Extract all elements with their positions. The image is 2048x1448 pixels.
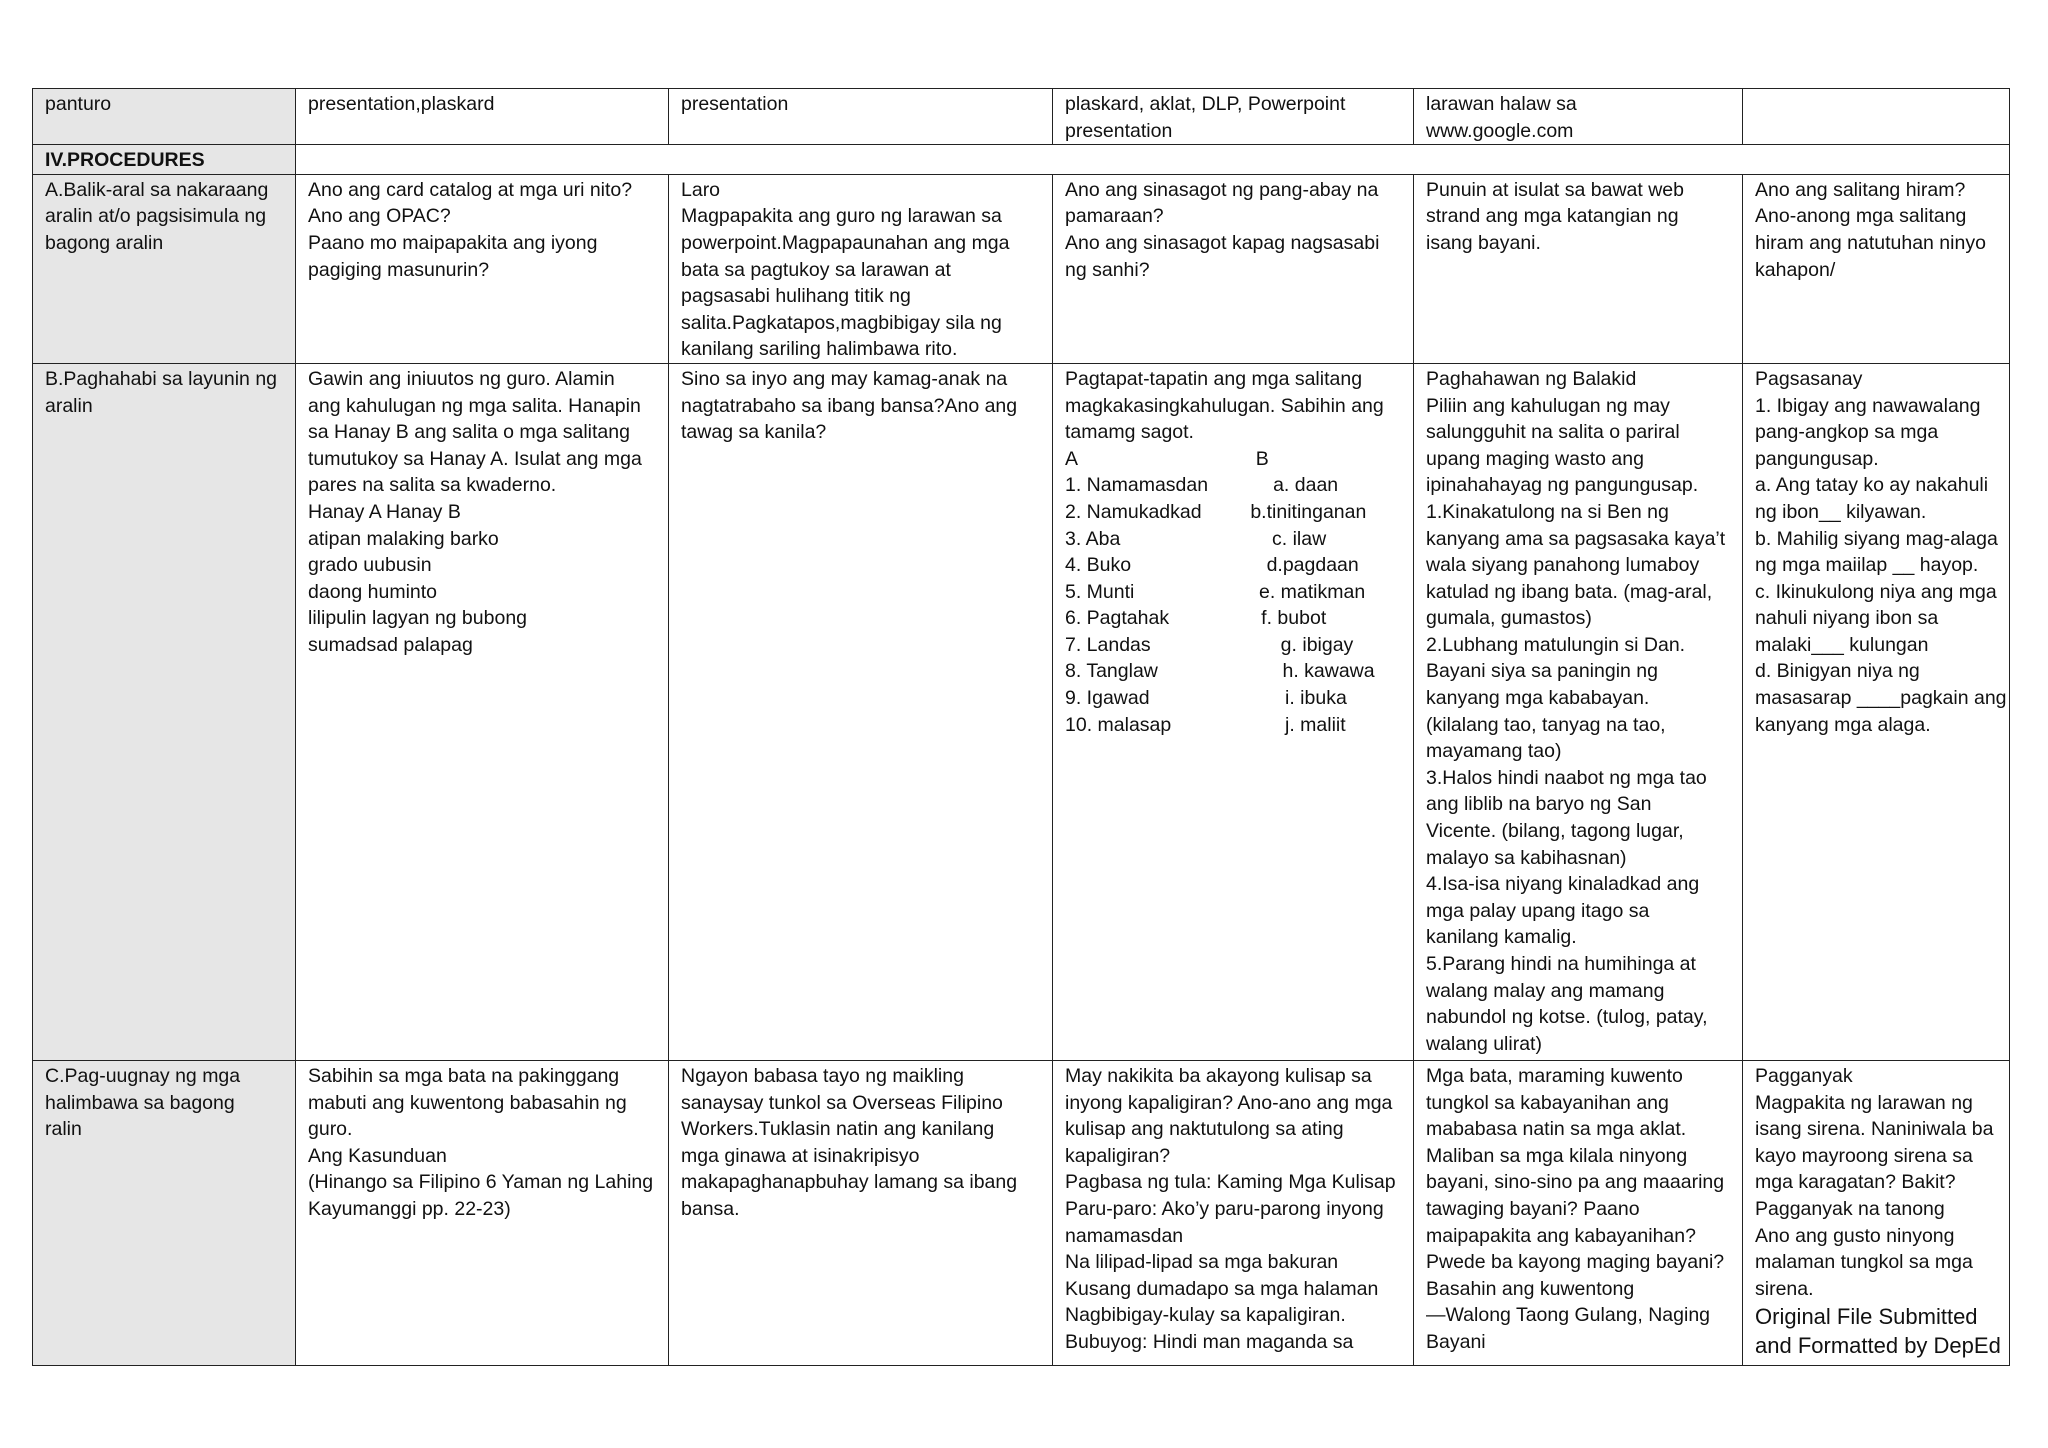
text-line: 8. Tanglaw h. kawawa — [1065, 660, 1375, 683]
text-line: A.Balik-aral sa nakaraang — [45, 178, 269, 201]
cell-mon — [296, 174, 669, 363]
text-line: Punuin at isulat sa bawat web — [1426, 178, 1684, 201]
footer-note — [1755, 1302, 2001, 1360]
text-line: pagsasabi hulihang titik ng — [681, 285, 911, 308]
cell-tue — [669, 363, 1053, 1060]
text-line: 9. Igawad i. ibuka — [1065, 687, 1347, 710]
text-line: tamamg sagot. — [1065, 421, 1194, 444]
text-line: B.Paghahabi sa layunin ng — [45, 367, 278, 390]
text-line: Ang Kasunduan — [308, 1144, 447, 1167]
text-line: 2.Lubhang matulungin si Dan. — [1426, 633, 1686, 656]
row-label — [33, 1060, 296, 1365]
text-line: ng sanhi? — [1065, 258, 1150, 281]
text-line: halimbawa sa bagong — [45, 1091, 235, 1114]
text-line: Piliin ang kahulugan ng may — [1426, 394, 1670, 417]
cell-thu — [1414, 89, 1743, 145]
text-line: atipan malaking barko — [308, 527, 499, 550]
text-line: kahapon/ — [1755, 258, 1836, 281]
text-line: Kayumanggi pp. 22-23) — [308, 1197, 511, 1220]
text-line: hiram ang natutuhan ninyo — [1755, 231, 1986, 254]
cell-mon — [296, 89, 669, 145]
text-line: sanaysay tunkol sa Overseas Filipino — [681, 1091, 1003, 1114]
text-line: nabundol ng kotse. (tulog, patay, — [1426, 1006, 1708, 1029]
text-line: Vicente. (bilang, tagong lugar, — [1426, 820, 1684, 843]
text-line: malaki___ kulungan — [1755, 633, 1929, 656]
row-pag-uugnay — [33, 1060, 2010, 1365]
text-line: presentation — [681, 93, 789, 115]
text-line: Pwede ba kayong maging bayani? — [1426, 1251, 1725, 1274]
text-line: larawan halaw sa — [1426, 93, 1577, 115]
text-line: C.Pag-uugnay ng mga — [45, 1064, 241, 1087]
cell-thu — [1414, 1060, 1743, 1365]
text-line: d. Binigyan niya ng — [1755, 660, 1920, 683]
text-line: and Formatted by DepEd — [1755, 1333, 2001, 1359]
cell-thu — [1414, 363, 1743, 1060]
text-line: Bayani siya sa paningin ng — [1426, 660, 1658, 683]
text-line: Sabihin sa mga bata na pakinggang — [308, 1064, 620, 1087]
text-line: mga ginawa at isinakripisyo — [681, 1144, 920, 1167]
text-line: Hanay A Hanay B — [308, 500, 461, 523]
section-blank — [296, 145, 2010, 175]
text-line: Pagganyak na tanong — [1755, 1197, 1945, 1220]
cell-fri — [1743, 363, 2010, 1060]
text-line: kulisap ang naktutulong sa ating — [1065, 1118, 1344, 1141]
text-line: Ano ang card catalog at mga uri nito? — [308, 178, 633, 201]
row-label — [33, 174, 296, 363]
text-line: namamasdan — [1065, 1224, 1184, 1247]
text-line: Ano ang sinasagot ng pang-abay na — [1065, 178, 1379, 201]
text-line: May nakikita ba akayong kulisap sa — [1065, 1064, 1372, 1087]
text-line: Ano ang gusto ninyong — [1755, 1224, 1955, 1247]
text-line: nagtatrabaho sa ibang bansa?Ano ang — [681, 394, 1018, 417]
cell-tue — [669, 1060, 1053, 1365]
text-line: walang ulirat) — [1426, 1032, 1542, 1055]
text-line: kapaligiran? — [1065, 1144, 1171, 1167]
text-line: Na lilipad-lipad sa mga bakuran — [1065, 1251, 1339, 1274]
text-line: —Walong Taong Gulang, Naging — [1426, 1304, 1711, 1327]
text-line: www.google.com — [1426, 119, 1574, 142]
text-line: salita.Pagkatapos,magbibigay sila ng — [681, 311, 1002, 334]
text-line: salungguhit na salita o pariral — [1426, 421, 1680, 444]
text-line: Bubuyog: Hindi man maganda sa — [1065, 1330, 1354, 1353]
text-line: guro. — [308, 1118, 353, 1141]
text-line: Pagganyak — [1755, 1064, 1853, 1087]
text-line: 6. Pagtahak f. bubot — [1065, 607, 1327, 630]
text-line: Ano ang sinasagot kapag nagsasabi — [1065, 231, 1380, 254]
text-line: mababasa natin sa mga aklat. — [1426, 1118, 1687, 1141]
text-line: 7. Landas g. ibigay — [1065, 633, 1354, 656]
row-label — [33, 363, 296, 1060]
text-line: lilipulin lagyan ng bubong — [308, 607, 528, 630]
text-line: kanyang mga kababayan. — [1426, 687, 1650, 710]
text-line: bayani, sino-sino pa ang maaaring — [1426, 1171, 1725, 1194]
text-line: kanyang ama sa pagsasaka kaya’t — [1426, 527, 1726, 550]
text-line: isang sirena. Naniniwala ba — [1755, 1118, 1994, 1141]
text-line: aralin at/o pagsisimula ng — [45, 205, 267, 228]
cell-wed — [1053, 89, 1414, 145]
text-line: malayo sa kabihasnan) — [1426, 846, 1627, 869]
text-line: tawag sa kanila? — [681, 421, 827, 444]
text-line: maipapakita ang kabayanihan? — [1426, 1224, 1696, 1247]
text-line: mga palay upang itago sa — [1426, 899, 1650, 922]
text-line: panturo — [45, 93, 112, 115]
text-line: ng ibon__ kilyawan. — [1755, 500, 1927, 523]
text-line: ralin — [45, 1118, 82, 1141]
text-line: pagiging masunurin? — [308, 258, 490, 281]
text-line: katulad ng ibang bata. (mag-aral, — [1426, 580, 1713, 603]
cell-wed — [1053, 174, 1414, 363]
text-line: Magpakita ng larawan ng — [1755, 1091, 1973, 1114]
cell-mon — [296, 1060, 669, 1365]
text-line: sumadsad palapag — [308, 633, 473, 656]
text-line: pares na salita sa kwaderno. — [308, 474, 557, 497]
lesson-plan-table — [32, 88, 2010, 1366]
text-line: tungkol sa kabayanihan ang — [1426, 1091, 1669, 1114]
text-line: 5. Munti e. matikman — [1065, 580, 1366, 603]
text-line: bata sa pagtukoy sa larawan at — [681, 258, 951, 281]
text-line: nahuli niyang ibon sa — [1755, 607, 1939, 630]
text-line: grado uubusin — [308, 554, 432, 577]
text-line: 3.Halos hindi naabot ng mga tao — [1426, 766, 1707, 789]
text-line: Maliban sa mga kilala ninyong — [1426, 1144, 1688, 1167]
section-heading: IV.PROCEDURES — [33, 145, 296, 175]
text-line: b. Mahilig siyang mag-alaga — [1755, 527, 1998, 550]
text-line: 10. malasap j. maliit — [1065, 713, 1346, 736]
text-line: A B — [1065, 447, 1269, 470]
text-line: strand ang mga katangian ng — [1426, 205, 1679, 228]
text-line: plaskard, aklat, DLP, Powerpoint — [1065, 93, 1346, 115]
text-line: Bayani — [1426, 1330, 1486, 1353]
text-line: Pagsasanay — [1755, 367, 1863, 390]
text-line: kanilang kamalig. — [1426, 926, 1577, 949]
cell-tue — [669, 174, 1053, 363]
text-line: 1. Namamasdan a. daan — [1065, 474, 1339, 497]
text-line: powerpoint.Magpapaunahan ang mga — [681, 231, 1010, 254]
text-line: Ano ang OPAC? — [308, 205, 451, 228]
text-line: presentation,plaskard — [308, 93, 495, 115]
text-line: Mga bata, maraming kuwento — [1426, 1064, 1683, 1087]
text-line: pangungusap. — [1755, 447, 1879, 470]
text-line: gumala, gumastos) — [1426, 607, 1592, 630]
text-line: walang malay ang mamang — [1426, 979, 1665, 1002]
text-line: c. Ikinukulong niya ang mga — [1755, 580, 1997, 603]
text-line: isang bayani. — [1426, 231, 1541, 254]
text-line: ang liblib na baryo ng San — [1426, 793, 1652, 816]
text-line: Pagbasa ng tula: Kaming Mga Kulisap — [1065, 1171, 1396, 1194]
text-line: daong huminto — [308, 580, 438, 603]
text-line: Ano ang salitang hiram? — [1755, 178, 1966, 201]
text-line: Magpapakita ang guro ng larawan sa — [681, 205, 1002, 228]
text-line: Kusang dumadapo sa mga halaman — [1065, 1277, 1379, 1300]
text-line: magkakasingkahulugan. Sabihin ang — [1065, 394, 1384, 417]
row-paghahabi — [33, 363, 2010, 1060]
text-line: sa Hanay B ang salita o mga salitang — [308, 421, 630, 444]
text-line: ipinahahayag ng pangungusap. — [1426, 474, 1699, 497]
text-line: malaman tungkol sa mga — [1755, 1251, 1973, 1274]
text-line: kayo mayroong sirena sa — [1755, 1144, 1973, 1167]
text-line: pang-angkop sa mga — [1755, 421, 1939, 444]
text-line: makapaghanapbuhay lamang sa ibang — [681, 1171, 1018, 1194]
text-line: Ngayon babasa tayo ng maikling — [681, 1064, 964, 1087]
text-line: Gawin ang iniuutos ng guro. Alamin — [308, 367, 615, 390]
text-line: Ano-anong mga salitang — [1755, 205, 1967, 228]
text-line: bansa. — [681, 1197, 740, 1220]
text-line: Laro — [681, 178, 721, 201]
text-line: Pagtapat-tapatin ang mga salitang — [1065, 367, 1363, 390]
row-panturo — [33, 89, 2010, 145]
text-line: 3. Aba c. ilaw — [1065, 527, 1327, 550]
text-line: kanilang sariling halimbawa rito. — [681, 338, 958, 361]
text-line: tawaging bayani? Paano — [1426, 1197, 1640, 1220]
text-line: mabuti ang kuwentong babasahin ng — [308, 1091, 627, 1114]
cell-thu — [1414, 174, 1743, 363]
text-line: Sino sa inyo ang may kamag-anak na — [681, 367, 1008, 390]
text-line: mga karagatan? Bakit? — [1755, 1171, 1956, 1194]
text-line: 1. Ibigay ang nawawalang — [1755, 394, 1981, 417]
cell-fri — [1743, 174, 2010, 363]
text-line: Nagbibigay-kulay sa kapaligiran. — [1065, 1304, 1346, 1327]
text-line: mayamang tao) — [1426, 740, 1562, 763]
text-line: upang maging wasto ang — [1426, 447, 1644, 470]
text-line: pamaraan? — [1065, 205, 1164, 228]
text-line: Original File Submitted — [1755, 1304, 1978, 1330]
cell-fri-lines — [1755, 1063, 1997, 1302]
text-line: 5.Parang hindi na humihinga at — [1426, 953, 1696, 975]
text-line: Paano mo maipapakita ang iyong — [308, 231, 598, 254]
cell-wed — [1053, 363, 1414, 1060]
cell-wed — [1053, 1060, 1414, 1365]
text-line: tumutukoy sa Hanay A. Isulat ang mga — [308, 447, 642, 470]
text-line: aralin — [45, 394, 93, 417]
text-line: kanyang mga alaga. — [1755, 713, 1931, 736]
cell-mon — [296, 363, 669, 1060]
text-line: masasarap ____pagkain ang — [1755, 687, 2007, 710]
text-line: (kilalang tao, tanyag na tao, — [1426, 713, 1666, 736]
text-line: ng mga maiilap __ hayop. — [1755, 554, 1979, 577]
row-procedures — [33, 145, 2010, 175]
text-line: 2. Namukadkad b.tinitinganan — [1065, 500, 1367, 523]
text-line: Paru-paro: Ako’y paru-parong inyong — [1065, 1197, 1384, 1220]
text-line: (Hinango sa Filipino 6 Yaman ng Lahing — [308, 1171, 654, 1194]
cell-fri — [1743, 89, 2010, 145]
text-line: ang kahulugan ng mga salita. Hanapin — [308, 394, 641, 417]
text-line: bagong aralin — [45, 231, 164, 254]
text-line: presentation — [1065, 119, 1173, 142]
text-line: sirena. — [1755, 1277, 1814, 1300]
text-line: 4.Isa-isa niyang kinaladkad ang — [1426, 873, 1700, 896]
cell-tue — [669, 89, 1053, 145]
text-line: 4. Buko d.pagdaan — [1065, 554, 1359, 577]
text-line: wala siyang panahong lumaboy — [1426, 554, 1700, 577]
text-line: Paghahawan ng Balakid — [1426, 367, 1637, 390]
cell-fri — [1743, 1060, 2010, 1365]
text-line: Workers.Tuklasin natin ang kanilang — [681, 1118, 995, 1141]
text-line: 1.Kinakatulong na si Ben ng — [1426, 500, 1669, 523]
row-label — [33, 89, 296, 145]
text-line: Basahin ang kuwentong — [1426, 1277, 1635, 1300]
row-balik-aral — [33, 174, 2010, 363]
text-line: inyong kapaligiran? Ano-ano ang mga — [1065, 1091, 1393, 1114]
text-line: a. Ang tatay ko ay nakahuli — [1755, 474, 1989, 497]
